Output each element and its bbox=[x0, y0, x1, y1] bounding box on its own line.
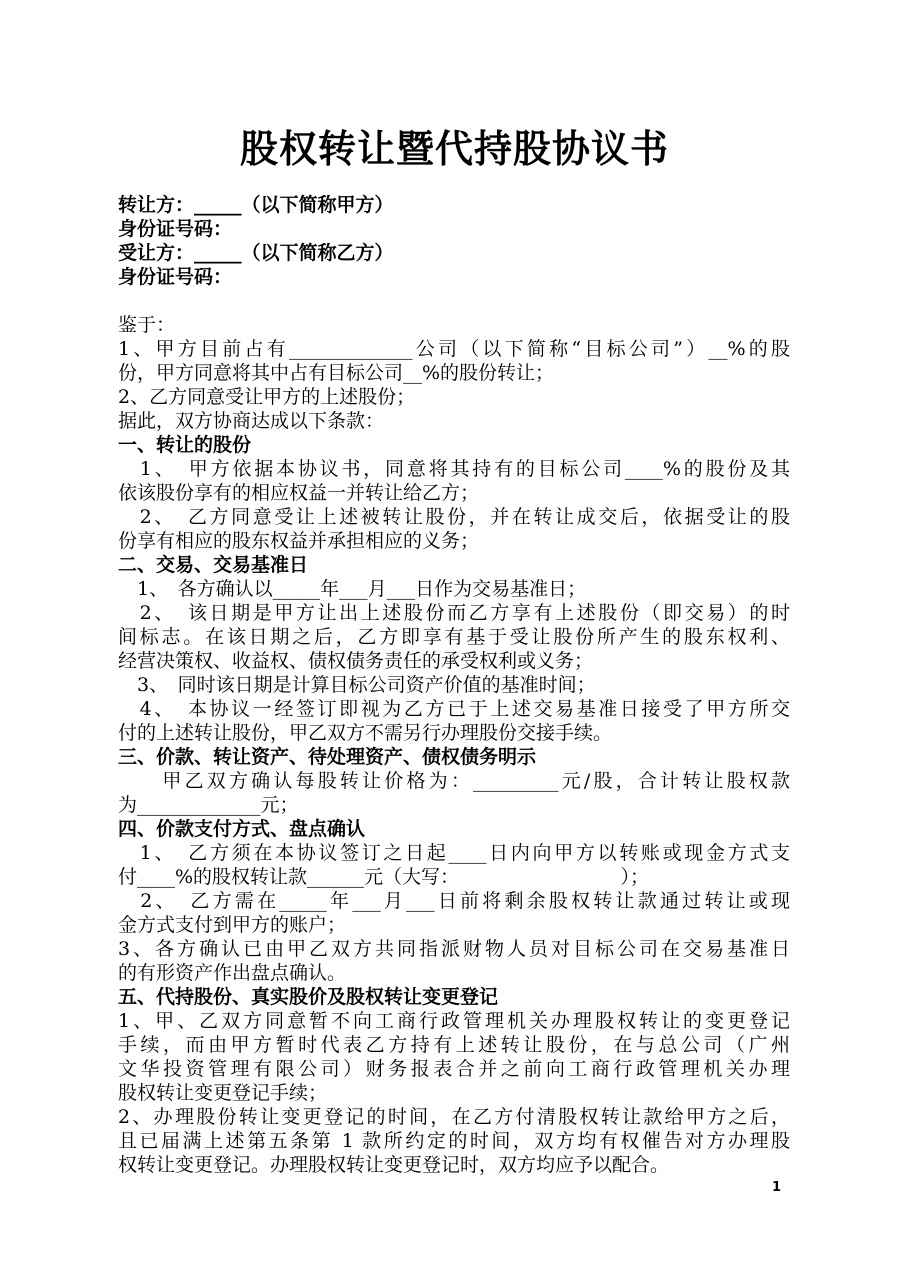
section-heading: 身份证号码： bbox=[118, 266, 233, 288]
text-line: 的有形资产作出盘点确认。 bbox=[118, 962, 347, 984]
text-line: 甲乙双方确认每股转让价格为：_________元/股，合计转让股权款 bbox=[118, 770, 790, 792]
text-line: 3、 同时该日期是计算目标公司资产价值的基准时间； bbox=[118, 674, 596, 696]
text-line: 1、甲方目前占有_____________公司（以下简称“目标公司”）__%的股 bbox=[118, 338, 790, 360]
section-heading: 身份证号码： bbox=[118, 218, 233, 240]
text-line: 金方式支付到甲方的账户； bbox=[118, 914, 347, 936]
text-line: 股权转让变更登记手续； bbox=[118, 1082, 328, 1104]
text-line: 份享有相应的股东权益并承担相应的义务； bbox=[118, 530, 480, 552]
text-line: 4、 本协议一经签订即视为乙方已于上述交易基准日接受了甲方所交 bbox=[118, 698, 790, 720]
section-heading: 一、转让的股份 bbox=[118, 434, 252, 456]
section-heading: 受让方：_____（以下简称乙方） bbox=[118, 242, 394, 264]
text-line: 2、乙方同意受让甲方的上述股份； bbox=[118, 386, 416, 408]
text-line: 间标志。在该日期之后，乙方即享有基于受让股份所产生的股东权利、 bbox=[118, 626, 790, 648]
text-line: 份，甲方同意将其中占有目标公司__%的股份转让； bbox=[118, 362, 555, 384]
text-line: 1、甲、乙双方同意暂不向工商行政管理机关办理股权转让的变更登记 bbox=[118, 1010, 790, 1032]
section-heading: 五、代持股份、真实股价及股权转让变更登记 bbox=[118, 986, 499, 1008]
text-line: 为_____________元； bbox=[118, 794, 299, 816]
text-line: 2、 乙方同意受让上述被转让股份，并在转让成交后，依据受让的股 bbox=[118, 506, 790, 528]
text-line: 且已届满上述第五条第 1 款所约定的时间，双方均有权催告对方办理股 bbox=[118, 1130, 790, 1152]
text-line: 鉴于： bbox=[118, 314, 176, 336]
text-line: 1、 乙方须在本协议签订之日起____日内向甲方以转账或现金方式支 bbox=[118, 842, 790, 864]
section-heading: 转让方：_____（以下简称甲方） bbox=[118, 194, 394, 216]
text-line: 2、办理股份转让变更登记的时间，在乙方付清股权转让款给甲方之后， bbox=[118, 1106, 790, 1128]
section-heading: 四、价款支付方式、盘点确认 bbox=[118, 818, 366, 840]
text-line: 2、 乙方需在_____年___月___日前将剩余股权转让款通过转让或现 bbox=[118, 890, 790, 912]
page-number: 1 bbox=[771, 1180, 781, 1195]
section-heading: 三、价款、转让资产、待处理资产、债权债务明示 bbox=[118, 746, 537, 768]
document-title: 股权转让暨代持股协议书 bbox=[239, 127, 669, 171]
text-line: 权转让变更登记。办理股权转让变更登记时，双方均应予以配合。 bbox=[118, 1154, 670, 1176]
text-line: 3、各方确认已由甲乙双方共同指派财物人员对目标公司在交易基准日 bbox=[118, 938, 790, 960]
text-line: 付____%的股权转让款______元（大写： ）； bbox=[118, 866, 650, 888]
text-line: 据此，双方协商达成以下条款： bbox=[118, 410, 385, 432]
text-line: 文华投资管理有限公司）财务报表合并之前向工商行政管理机关办理 bbox=[118, 1058, 790, 1080]
text-line: 1、 甲方依据本协议书，同意将其持有的目标公司____%的股份及其 bbox=[118, 458, 790, 480]
text-line: 手续，而由甲方暂时代表乙方持有上述转让股份，在与总公司（广州 bbox=[118, 1034, 790, 1056]
text-line: 2、 该日期是甲方让出上述股份而乙方享有上述股份（即交易）的时 bbox=[118, 602, 790, 624]
text-line: 经营决策权、收益权、债权债务责任的承受权利或义务； bbox=[118, 650, 594, 672]
text-line: 依该股份享有的相应权益一并转让给乙方； bbox=[118, 482, 480, 504]
text-line: 付的上述转让股份，甲乙双方不需另行办理股份交接手续。 bbox=[118, 722, 613, 744]
text-line: 1、 各方确认以_____年___月___日作为交易基准日； bbox=[118, 578, 587, 600]
section-heading: 二、交易、交易基准日 bbox=[118, 554, 309, 576]
